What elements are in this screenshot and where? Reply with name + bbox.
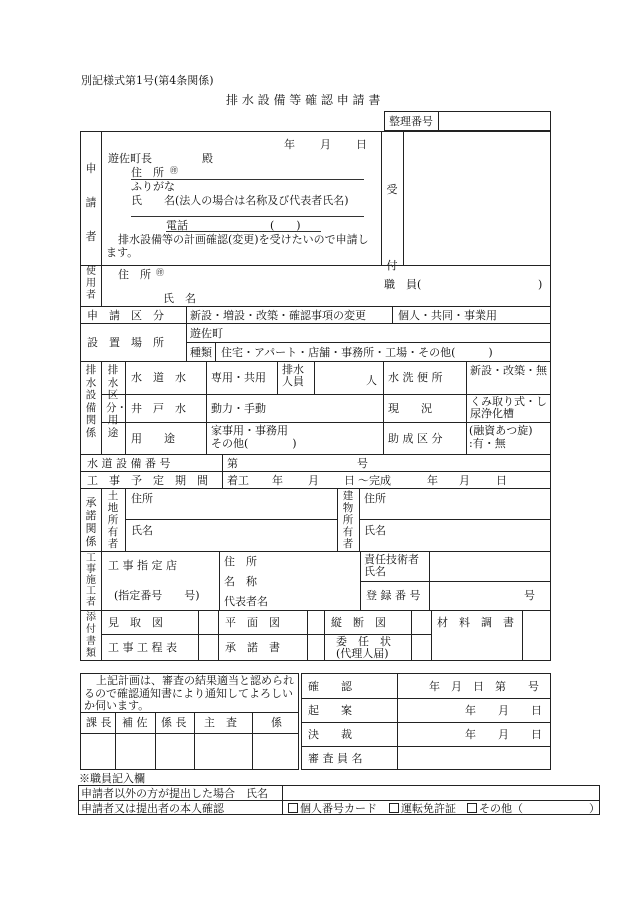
role-hosa: 補 佐	[122, 716, 148, 729]
kian-value: 年 月 日	[465, 704, 542, 717]
attachments-side-label: 添付書類	[86, 612, 96, 659]
attach-ininjo: 委 任 状	[336, 635, 391, 648]
contractor-address-label: 住 所	[224, 555, 257, 568]
opt-other[interactable]: その他（ ）	[467, 802, 600, 815]
kind-label: 種類	[190, 346, 212, 359]
kind-options[interactable]: 住宅・アパート・店舗・事務所・工場・その他( )	[221, 346, 493, 359]
checkbox-icon	[389, 803, 399, 813]
role-kakaricho: 係 長	[161, 716, 187, 729]
equipment-sub-label: 排水区分・用途	[106, 364, 127, 439]
kessai-value: 年 月 日	[465, 728, 542, 741]
role-kakari: 係	[271, 716, 282, 729]
kakunin-value: 年 月 日 第 号	[429, 680, 539, 693]
land-owner-label: 土地所有者	[107, 490, 119, 550]
shinsain-label: 審 査 員 名	[308, 752, 363, 765]
schedule-start-month: 月	[308, 474, 319, 487]
date-year: 年	[284, 138, 295, 151]
status-label: 現 況	[388, 402, 432, 415]
use-options-2[interactable]: その他( )	[211, 437, 297, 450]
designated-label: 工 事 指 定 店	[108, 559, 177, 572]
checkbox-icon	[288, 803, 298, 813]
schedule-start: 着工	[227, 474, 249, 487]
user-side-label: 使用者	[86, 266, 96, 301]
land-name-label: 氏名	[131, 524, 153, 537]
designated-number: (指定番号 号)	[114, 589, 200, 602]
attach-mitorizu: 見 取 図	[108, 616, 163, 629]
schedule-start-year: 年	[272, 474, 283, 487]
building-address-label: 住所	[364, 492, 386, 505]
form-label: 別記様式第1号(第4条関係)	[81, 74, 214, 87]
consent-side-label: 承諾関係	[85, 496, 97, 548]
attach-zairyo: 材 料 調 書	[437, 616, 514, 629]
kakunin-label: 確 認	[308, 680, 352, 693]
attach-kotei: 工 事 工 程 表	[108, 641, 177, 654]
aid-options-1[interactable]: (融資あつ旋)	[469, 424, 533, 437]
attach-dairinin: (代理人届)	[336, 647, 389, 660]
page-title: 排 水 設 備 等 確 認 申 請 書	[226, 93, 381, 107]
category-label: 申 請 区 分	[87, 309, 164, 322]
occupation-close: )	[538, 278, 543, 291]
building-owner-label: 建物所有者	[342, 490, 354, 550]
category-options-2[interactable]: 個人・共同・事業用	[398, 309, 497, 322]
applicant-statement: 排水設備等の計画確認(変更)を受けたいので申請します。	[106, 233, 369, 259]
addressee: 遊佐町長	[108, 152, 152, 165]
staff-row2-label: 申請者又は提出者の本人確認	[81, 802, 224, 815]
kessai-label: 決 裁	[308, 728, 352, 741]
schedule-start-day: 日	[344, 474, 355, 487]
aid-options-2[interactable]: :有・無	[469, 437, 506, 450]
schedule-end-month: 月	[459, 474, 470, 487]
residents-label: 排水人員	[282, 363, 304, 388]
applicant-address-label: 住 所	[131, 166, 164, 179]
use-label: 用 途	[131, 432, 175, 445]
approval-note: 上記計画は、審査の結果適当と認められるので確認通知書により通知してよろしいか伺います。	[84, 674, 294, 712]
category-options[interactable]: 新設・増設・改築・確認事項の変更	[190, 309, 366, 322]
receipt-label: 受付	[386, 183, 398, 272]
water-number-suffix: 号	[357, 457, 368, 470]
location-label: 設 置 場 所	[87, 336, 164, 349]
schedule-end-year: 年	[427, 474, 438, 487]
seiri-field[interactable]	[440, 113, 548, 129]
toilet-label: 水 洗 便 所	[388, 371, 443, 384]
opt-license[interactable]: 運転免許証	[389, 802, 456, 815]
reg-label: 登 録 番 号	[366, 589, 421, 602]
seiri-label: 整理番号	[389, 115, 433, 128]
toilet-options[interactable]: 新設・改築・無	[470, 364, 547, 377]
water-number-prefix: 第	[227, 457, 238, 470]
water-label: 水 道 水	[131, 371, 186, 384]
honorific: 殿	[202, 152, 213, 165]
residents-unit: 人	[366, 374, 377, 387]
applicant-name-label: 氏 名(法人の場合は名称及び代表者氏名)	[131, 194, 349, 207]
user-seal-mark: ㊞	[156, 268, 164, 277]
schedule-end-day: 日	[496, 474, 507, 487]
water-number-label: 水 道 設 備 番 号	[87, 457, 171, 470]
user-address-label: 住 所	[118, 268, 151, 281]
date-day: 日	[356, 138, 367, 151]
equipment-side-label: 排水設備関係	[85, 364, 97, 439]
schedule-end: ～完成	[358, 474, 391, 487]
checkbox-icon	[467, 803, 477, 813]
reg-suffix: 号	[524, 589, 535, 602]
seal-mark: ㊞	[170, 166, 178, 175]
user-name-label: 氏 名	[163, 292, 196, 305]
contractor-company-label: 名 称	[224, 575, 257, 588]
well-options[interactable]: 動力・手動	[211, 402, 266, 415]
role-shusa: 主 査	[204, 716, 237, 729]
well-label: 井 戸 水	[131, 402, 186, 415]
attach-shodaku: 承 諾 書	[225, 641, 280, 654]
applicant-side-label: 申請者	[85, 162, 97, 243]
attach-judanzu: 縦 断 図	[331, 616, 386, 629]
aid-label: 助 成 区 分	[388, 432, 443, 445]
date-month: 月	[320, 138, 331, 151]
engineer-label: 責任技術者氏名	[364, 553, 419, 578]
status-options[interactable]: くみ取り式・し尿浄化槽	[470, 395, 547, 420]
staff-row1-label: 申請者以外の方が提出した場合 氏名	[81, 787, 268, 800]
opt-mynumber[interactable]: 個人番号カード	[288, 802, 377, 815]
use-options-1[interactable]: 家事用・事務用	[211, 424, 288, 437]
occupation-label: 職 員(	[384, 278, 422, 291]
phone-label: 電話	[166, 219, 188, 232]
contractor-side-label: 工事施工者	[86, 553, 96, 608]
furigana-label: ふりがな	[131, 180, 175, 193]
attach-heimenzu: 平 面 図	[225, 616, 280, 629]
phone-paren: ( )	[270, 219, 301, 232]
water-options[interactable]: 専用・共用	[211, 371, 266, 384]
land-address-label: 住所	[131, 492, 153, 505]
contractor-rep-label: 代表者名	[224, 595, 268, 608]
kian-label: 起 案	[308, 704, 352, 717]
schedule-label: 工 事 予 定 期 間	[87, 474, 208, 487]
location-value[interactable]: 遊佐町	[190, 327, 223, 340]
staff-title: ※職員記入欄	[79, 772, 145, 785]
building-name-label: 氏名	[364, 524, 386, 537]
role-kacho: 課 長	[86, 716, 112, 729]
